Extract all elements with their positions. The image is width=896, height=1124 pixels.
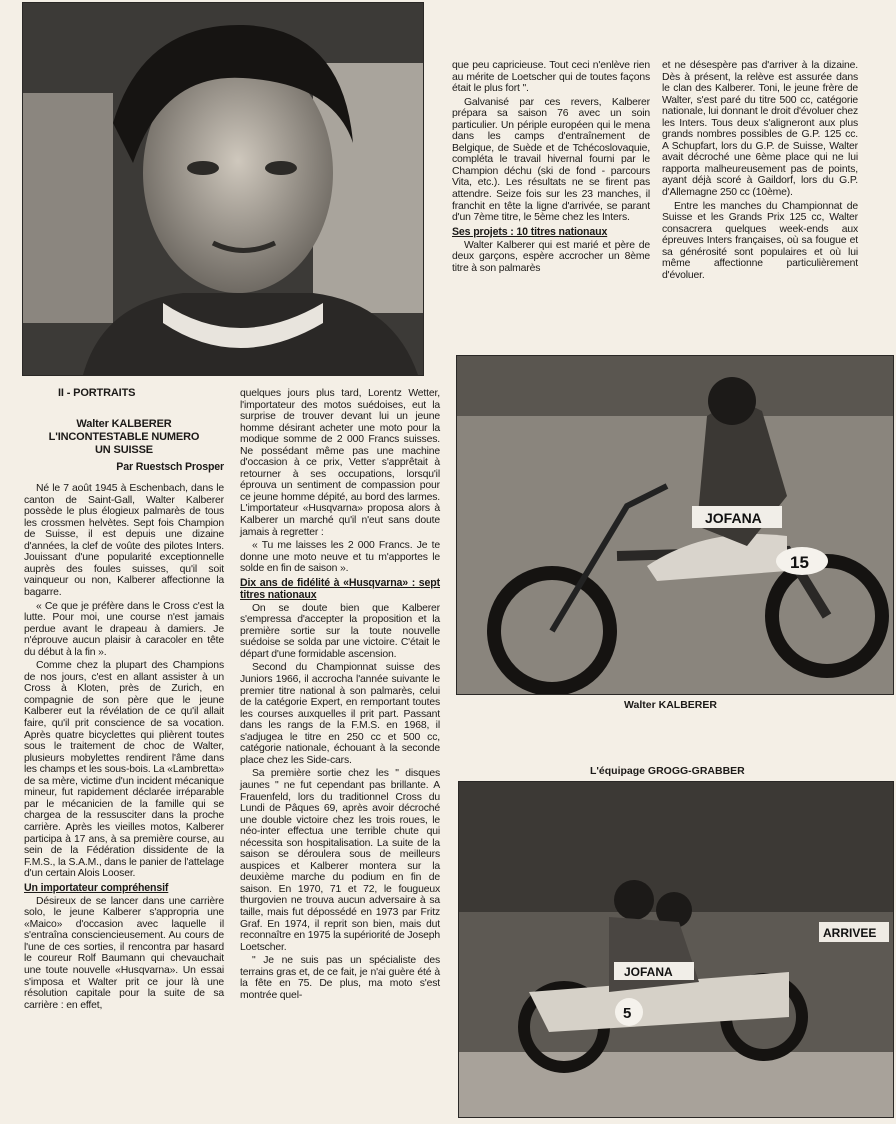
motocross-drawing xyxy=(457,356,893,694)
subheading: Ses projets : 10 titres nationaux xyxy=(452,225,608,238)
paragraph: On se doute bien que Kalberer s'empressa d'accepter la proposition et la première sortie sur la toute nouvelle suédoise se solda par une victoire. C'était le départ d'une formidable ascension. xyxy=(240,602,440,660)
motocross-photo xyxy=(456,355,894,695)
paragraph: Walter Kalberer qui est marié et père de deux garçons, espère accrocher un 8ème titre à son palmarès xyxy=(452,239,650,274)
paragraph: Sa première sortie chez les " disques jaunes " ne fut cependant pas brillante. A Frauenfeld, lors du traditionnel Cross du Lundi de Pâques 69, après avoir décroché une double victoire chez les trois roues, le néo-inter effectua une terrible chute qui nécessita son hospitalisation. La suite de la saison se déroulera sous de meilleurs auspices et Kalberer montera sur la deuxième marche du podium en fin de saison. En 1970, 71 et 72, le fougueux thurgovien ne trouva aucun adversaire à sa taille, mais fut dépossédé en 1973 par Fritz Graf. En 1974, il reprit son bien, mais dut reconnaître en 1975 la supériorité de Joseph Loetscher. xyxy=(240,768,440,953)
subheading: Un importateur compréhensif xyxy=(24,881,169,894)
race-number: 15 xyxy=(790,553,809,572)
portrait-drawing xyxy=(23,3,423,375)
column-2 xyxy=(240,388,440,1003)
column-1 xyxy=(24,388,224,1013)
paragraph: que peu capricieuse. Tout ceci n'enlève rien au mérite de Loetscher qui de toutes façons était le plus fort ". xyxy=(452,60,650,95)
paragraph: " Je ne suis pas un spécialiste des terrains gras et, de ce fait, je n'ai guère été à la fête en 75. De plus, ma moto s'est montrée quel- xyxy=(240,955,440,1001)
subheading: Dix ans de fidélité à «Husqvarna» : sept titres nationaux xyxy=(240,576,440,601)
headline-name: Walter KALBERER xyxy=(76,417,172,430)
paragraph: Galvanisé par ces revers, Kalberer prépara sa saison 76 avec un soin particulier. Un périple européen qui le mena dans les camps d'entraînement de Belgique, de Suède et de Tchécoslovaquie, compléta le travail hivernal fourni par le Champion déchu (ski de fond - parcours Vita, etc.). Les résultats ne se firent pas attendre. Seize fois sur les 23 manches, il franchit en tête la ligne d'arrivée, se parant d'un 7ème titre, le 5ème chez les Inters. xyxy=(452,96,650,224)
photo-caption: Walter KALBERER xyxy=(624,699,717,711)
paragraph: « Tu me laisses les 2 000 Francs. Je te donne une moto neuve et tu m'apportes le solde en fin de saison ». xyxy=(240,540,440,575)
photo-caption: L'équipage GROGG-GRABBER xyxy=(590,765,745,777)
race-number: 5 xyxy=(623,1005,632,1022)
finish-banner: ARRIVEE xyxy=(823,926,877,940)
section-title: II - PORTRAITS xyxy=(58,387,136,399)
portrait-photo xyxy=(22,2,424,376)
headline-line3: UN SUISSE xyxy=(95,443,153,456)
headline-line2: L'INCONTESTABLE NUMERO xyxy=(48,430,200,443)
sidecar-drawing xyxy=(459,782,893,1117)
paragraph: quelques jours plus tard, Lorentz Wetter, l'importateur des motos suédoises, eut la surprise de trouver devant lui un jeune homme désirant acheter une moto pour la modique somme de 2 000 Francs suisses. Ne possédant même pas une machine d'occasion à ce prix, Vetter s'apprêtait à retourner à ses occupations, lorsqu'il éprouva un sentiment de compassion pour ce jeune homme dépité, au bord des larmes. L'importateur «Husqvarna» proposa alors à Kalberer un marché qu'il n'eut sans doute jamais à regretter : xyxy=(240,388,440,538)
fairing-text: JOFANA xyxy=(624,965,673,979)
sidecar-photo xyxy=(458,781,894,1118)
byline: Par Ruestsch Prosper xyxy=(116,460,224,473)
jersey-text: JOFANA xyxy=(705,510,762,526)
paragraph: Né le 7 août 1945 à Eschenbach, dans le canton de Saint-Gall, Walter Kalberer possède le plus élogieux palmarès de tous les crossmen helvètes. Sept fois Champion de Suisse, il est depuis une dizaine d'années, la clef de voûte des pilotes Inters. Jouissant d'une popularité exceptionnelle auprès des foules suisses, qu'il soit vainqueur ou non, Kalberer affectionne la bagarre. xyxy=(24,483,224,599)
paragraph: « Ce que je préfère dans le Cross c'est la lutte. Pour moi, une course n'est jamais perdue avant le drapeau à damiers. Je n'éprouve aucun plaisir à caracoler en tête du début à la fin ». xyxy=(24,600,224,658)
paragraph: Désireux de se lancer dans une carrière solo, le jeune Kalberer s'appropria une «Maico» d'occasion avec laquelle il s'entraîna consciencieusement. Au cours de l'une de ces sorties, il rencontra par hasard le coureur Rolf Baumann qui chevauchait une toute nouvelle «Husqvarna». Un essai s'imposa et Walter prit ce jour là une résolution capitale pour la suite de sa carrière : en effet, xyxy=(24,895,224,1011)
column-3 xyxy=(452,60,650,276)
paragraph: et ne désespère pas d'arriver à la dizaine. Dès à présent, la relève est assurée dans le clan des Kalberer. Toni, le jeune frère de Walter, s'est paré du titre 500 cc, catégorie nationale, lui donnant le droit d'évoluer chez les Inters. Tous deux s'aligneront aux plus grands nombres possibles de G.P. 125 cc. A Schupfart, lors du G.P. de Suisse, Walter avait décroché une 6ème place qui ne lui rapporta malheureusement pas de points, ayant déjà scoré à Gaildorf, lors du G.P. d'Allemagne 250 cc (10ème). xyxy=(662,60,858,199)
paragraph: Entre les manches du Championnat de Suisse et les Grands Prix 125 cc, Walter consacrera quelques week-ends aux épreuves Inters françaises, où sa fougue et sa générosité sont populaires et où lui même affectionne particulièrement d'évoluer. xyxy=(662,200,858,281)
paragraph: Second du Championnat suisse des Juniors 1966, il accrocha l'année suivante le premier titre national à son palmarès, celui de la catégorie Expert, en remportant toutes les courses auxquelles il prit part. Passant dans les rangs de la F.M.S. en 1968, il s'adjugea le titre en 250 cc et 500 cc, catégorie nationale, échouant à la seconde place chez les Side-cars. xyxy=(240,662,440,766)
paragraph: Comme chez la plupart des Champions de nos jours, c'est en allant assister à un Cross à Kloten, près de Zurich, en compagnie de son père que le jeune Kalberer eut la révélation de ce qu'il allait faire, qu'il prit conscience de sa vocation. Après quatre bicyclettes qui plièrent toutes sous le traitement de choc de Walter, plusieurs mobylettes rendirent l'âme dans les champs et les sous-bois. La «Lambretta» de sa mère, victime d'un incident mécanique mineur, fut rapidement déclarée irréparable par le mécanicien de la famille qui se chargea de la ressusciter dans la proche carrière. Après les vieilles motos, Kalberer participa à 17 ans, à sa première course, au sein de la Fédération dissidente de la F.M.S., la S.A.M., dans le panier de l'attelage d'un certain Alois Looser. xyxy=(24,660,224,880)
column-4 xyxy=(662,60,858,283)
